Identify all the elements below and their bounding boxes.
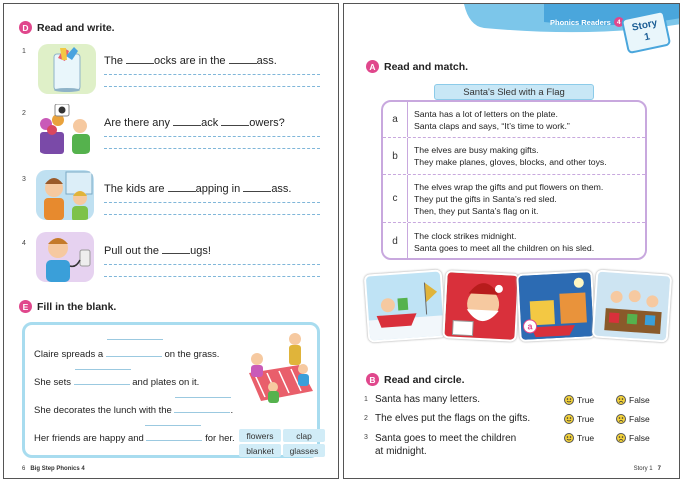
story-tag: Story 1	[621, 10, 672, 54]
blank[interactable]	[168, 182, 196, 192]
socks-in-glass-image	[38, 44, 96, 94]
hint-line	[175, 397, 231, 398]
hint-line	[107, 339, 163, 340]
word-bank-glasses: glasses	[283, 444, 325, 457]
write-line[interactable]	[104, 86, 320, 87]
right-page	[343, 3, 680, 479]
false-option-3[interactable]: False	[616, 433, 650, 443]
fill-in-box	[22, 322, 320, 458]
write-line[interactable]	[104, 264, 320, 265]
fill-sentence-1: Claire spreads a on the grass.	[34, 349, 220, 360]
picture-answer-label: a	[523, 319, 538, 334]
right-footer	[634, 466, 661, 472]
question-2-number: 2	[22, 110, 26, 117]
word-bank-blanket: blanket	[239, 444, 281, 457]
true-option-3[interactable]: True	[564, 433, 594, 443]
match-row[interactable]: c The elves wrap the gifts and put flowers on them. They put the gifts in Santa’s red sled. Then, they put Santa’s flag on it.	[383, 175, 645, 223]
left-footer	[22, 466, 85, 472]
word-bank-clap: clap	[283, 429, 325, 442]
blank[interactable]	[173, 116, 201, 126]
fill-sentence-2: She sets and plates on it.	[34, 377, 200, 388]
question-2-text: Are there any ack owers?	[104, 117, 285, 129]
write-line[interactable]	[104, 74, 320, 75]
match-letter: d	[383, 223, 408, 260]
write-line[interactable]	[104, 214, 320, 215]
circle-row-1: 1 Santa has many letters.	[364, 394, 481, 405]
story-footer-label: Story 1	[633, 466, 653, 472]
circle-row-2: 2 The elves put the flags on the gifts.	[364, 413, 531, 424]
write-line[interactable]	[104, 202, 320, 203]
section-e-badge: E	[19, 300, 32, 313]
series-number: 4	[614, 17, 624, 27]
section-e-heading	[19, 300, 116, 313]
question-3-text: The kids are apping in ass.	[104, 183, 292, 195]
answer-blank[interactable]	[174, 405, 230, 413]
section-a-title: Read and match.	[384, 60, 469, 73]
picnic-image	[243, 329, 315, 407]
fill-sentence-3: She decorates the lunch with the .	[34, 405, 234, 416]
true-option-1[interactable]: True	[564, 395, 594, 405]
hint-line	[145, 425, 201, 426]
blank[interactable]	[229, 54, 257, 64]
section-d-heading	[19, 21, 115, 34]
question-4-text: Pull out the ugs!	[104, 245, 211, 257]
word-bank-flowers: flowers	[239, 429, 281, 442]
blank[interactable]	[221, 116, 249, 126]
circle-row-3: 3 Santa goes to meet the children at midnight.	[364, 433, 517, 457]
smile-icon	[564, 414, 574, 424]
blank[interactable]	[243, 182, 271, 192]
section-b-badge: B	[366, 373, 379, 386]
story-title: Santa's Sled with a Flag	[434, 84, 594, 100]
kids-clapping-image	[36, 170, 94, 220]
answer-blank[interactable]	[74, 377, 130, 385]
book-title: Big Step Phonics 4	[30, 466, 85, 472]
smile-icon	[564, 395, 574, 405]
blank[interactable]	[126, 54, 154, 64]
question-1-text: The ocks are in the ass.	[104, 55, 277, 67]
match-box	[381, 100, 647, 260]
blank[interactable]	[162, 244, 190, 254]
answer-blank[interactable]	[106, 349, 162, 357]
series-label: Phonics Readers 4	[550, 17, 624, 27]
write-line[interactable]	[104, 148, 320, 149]
match-letter: a	[383, 102, 408, 137]
write-line[interactable]	[104, 276, 320, 277]
frown-icon	[616, 433, 626, 443]
story-picture-night[interactable]	[516, 270, 595, 342]
boy-plug-image	[36, 232, 94, 282]
match-letter: b	[383, 138, 408, 174]
true-option-2[interactable]: True	[564, 414, 594, 424]
frown-icon	[616, 414, 626, 424]
match-row[interactable]: d The clock strikes midnight. Santa goes to meet all the children on his sled.	[383, 223, 645, 260]
hint-line	[75, 369, 131, 370]
story-picture-santa[interactable]	[442, 270, 519, 342]
false-option-1[interactable]: False	[616, 395, 650, 405]
fill-sentence-4: Her friends are happy and for her.	[34, 433, 235, 444]
answer-blank[interactable]	[146, 433, 202, 441]
frown-icon	[616, 395, 626, 405]
section-a-badge: A	[366, 60, 379, 73]
left-page-number: 6	[22, 466, 26, 472]
question-3-number: 3	[22, 176, 26, 183]
question-1-number: 1	[22, 48, 26, 55]
section-d-title: Read and write.	[37, 21, 115, 34]
black-flowers-image	[36, 104, 94, 154]
left-page	[3, 3, 339, 479]
false-option-2[interactable]: False	[616, 414, 650, 424]
story-picture-sled[interactable]	[364, 269, 447, 342]
section-a-heading	[366, 60, 468, 73]
story-picture-workshop[interactable]	[592, 269, 673, 342]
write-line[interactable]	[104, 136, 320, 137]
question-4-number: 4	[22, 240, 26, 247]
section-b-title: Read and circle.	[384, 373, 465, 386]
smile-icon	[564, 433, 574, 443]
section-e-title: Fill in the blank.	[37, 300, 117, 313]
section-b-heading	[366, 373, 465, 386]
match-letter: c	[383, 175, 408, 222]
match-row[interactable]: b The elves are busy making gifts. They make planes, gloves, blocks, and other toys.	[383, 138, 645, 175]
section-d-badge: D	[19, 21, 32, 34]
match-row[interactable]: a Santa has a lot of letters on the plate. Santa claps and says, “It’s time to work.”	[383, 102, 645, 138]
right-page-number: 7	[657, 466, 661, 472]
